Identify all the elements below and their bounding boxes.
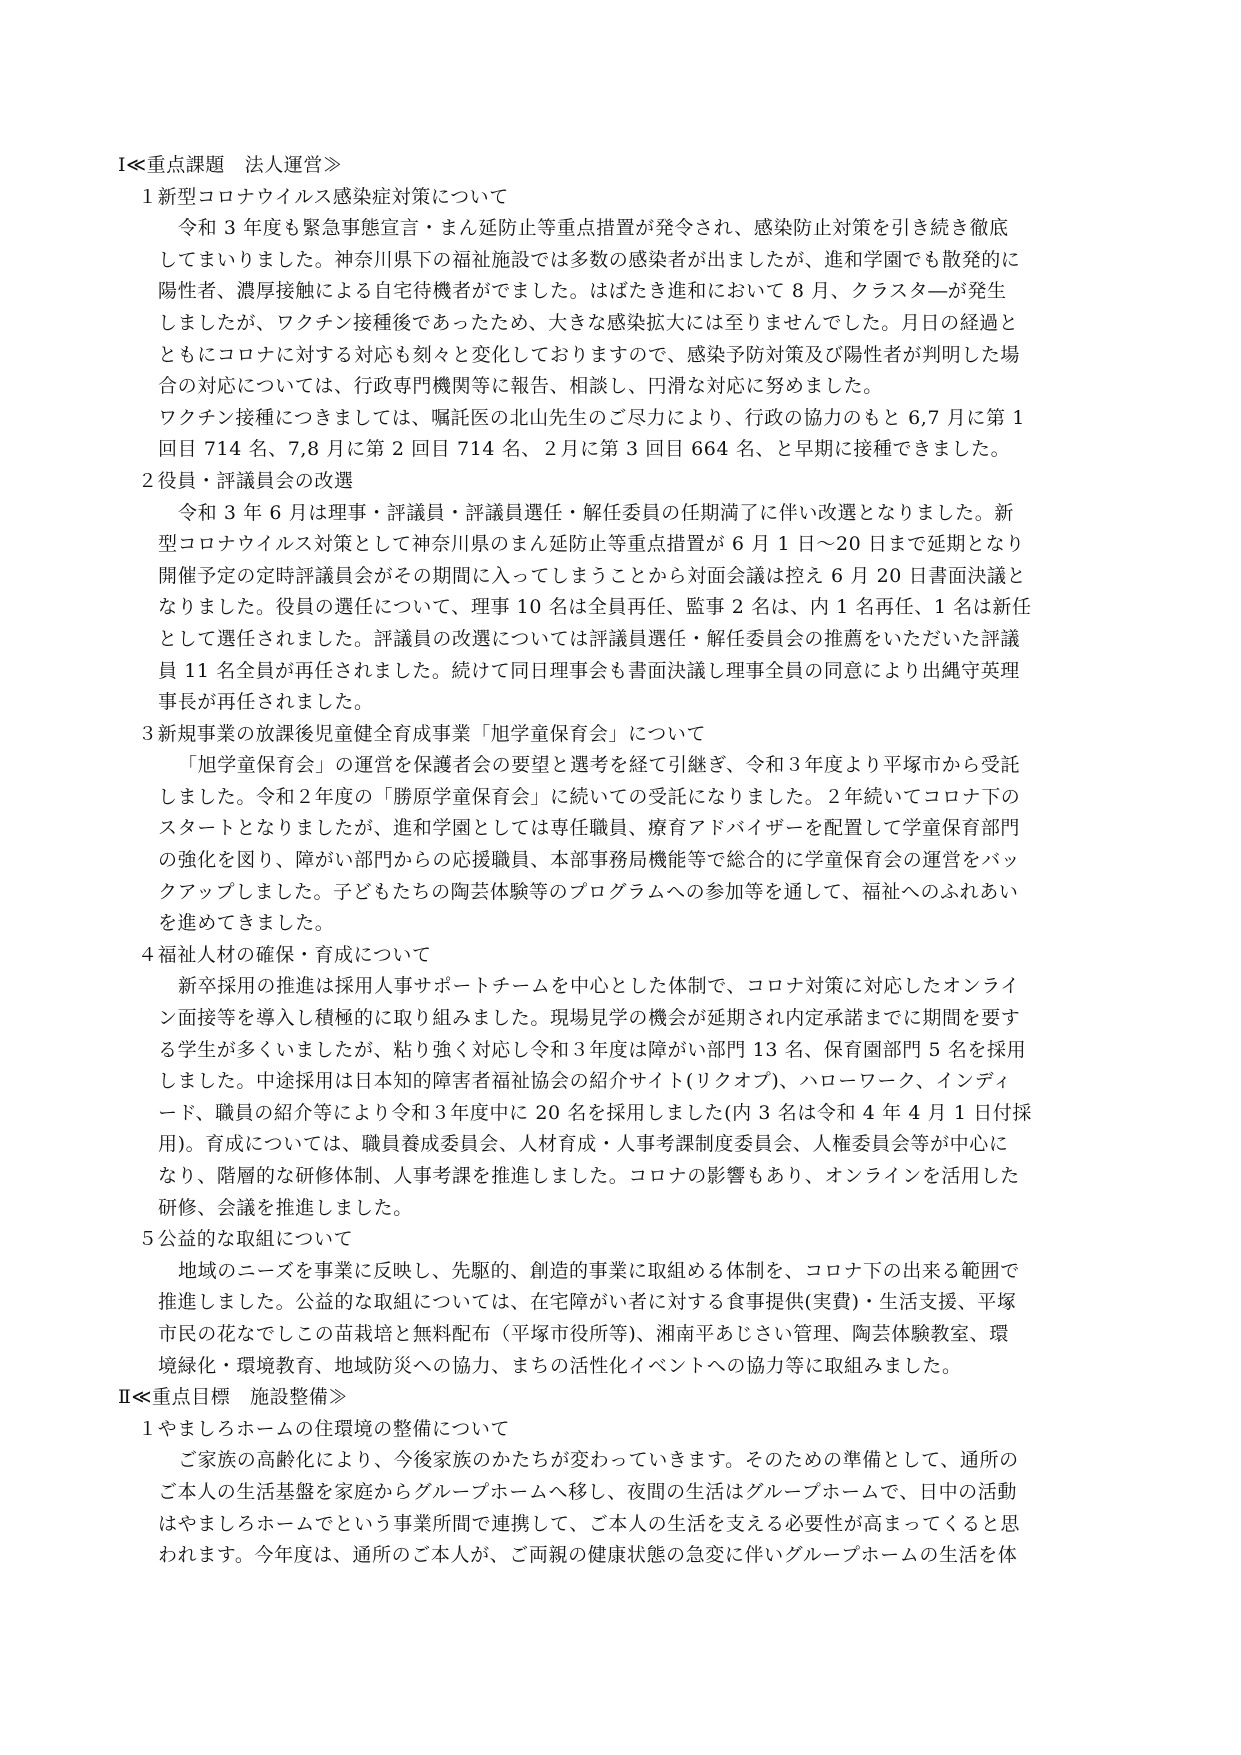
- paragraph-line: る学生が多くいましたが、粘り強く対応し令和３年度は障がい部門 13 名、保育園部門 5 名を採用: [158, 1038, 1027, 1061]
- paragraph-line: ともにコロナに対する対応も刻々と変化しておりますので、感染予防対策及び陽性者が判明した場: [158, 343, 1021, 366]
- paragraph-line: を進めてきました。: [158, 912, 335, 935]
- subsection-heading: ５公益的な取組について: [138, 1228, 354, 1251]
- section-heading: Ⅰ≪重点課題 法人運営≫: [118, 154, 343, 176]
- paragraph-line: ワクチン接種につきましては、嘱託医の北山先生のご尽力により、行政の協力のもと 6,7 月に第 1: [158, 406, 1025, 429]
- paragraph-line: はやましろホームでという事業所間で連携して、ご本人の生活を支える必要性が高まってくると思: [158, 1512, 1021, 1535]
- paragraph-line: として選任されました。評議員の改選については評議員選任・解任委員会の推薦をいただいた評議: [158, 627, 1021, 650]
- subsection-heading: １やましろホームの住環境の整備について: [138, 1417, 511, 1440]
- paragraph-line: 開催予定の定時評議員会がその期間に入ってしまうことから対面会議は控え 6 月 20 日書面決議と: [158, 564, 1027, 587]
- subsection-heading: ２役員・評議員会の改選: [138, 469, 354, 492]
- paragraph-line: 陽性者、濃厚接触による自宅待機者がでました。はばたき進和において 8 月、クラスタ―が発生: [158, 280, 1007, 303]
- paragraph-line: 境緑化・環境教育、地域防災への協力、まちの活性化イベントへの協力等に取組みました。: [158, 1354, 962, 1377]
- paragraph-line: 地域のニーズを事業に反映し、先駆的、創造的事業に取組める体制を、コロナ下の出来る範囲で: [178, 1259, 1020, 1282]
- paragraph-line: の強化を図り、障がい部門からの応援職員、本部事務局機能等で総合的に学童保育会の運営をバッ: [158, 849, 1021, 872]
- paragraph-line: なり、階層的な研修体制、人事考課を推進しました。コロナの影響もあり、オンラインを活用した: [158, 1165, 1020, 1187]
- paragraph-line: 型コロナウイルス対策として神奈川県のまん延防止等重点措置が 6 月 1 日～20 日まで延期となり: [158, 533, 1025, 556]
- paragraph-line: 事長が再任されました。: [158, 691, 374, 714]
- paragraph-line: ン面接等を導入し積極的に取り組みました。現場見学の機会が延期され内定承諾までに期間を要す: [158, 1007, 1021, 1030]
- subsection-heading: ３新規事業の放課後児童健全育成事業「旭学童保育会」について: [138, 722, 707, 745]
- paragraph-line: なりました。役員の選任について、理事 10 名は全員再任、監事 2 名は、内 1 名再任、1 名は新任: [158, 596, 1032, 619]
- paragraph-line: しましたが、ワクチン接種後であったため、大きな感染拡大には至りませんでした。月日の経過と: [158, 311, 1019, 334]
- paragraph-line: 新卒採用の推進は採用人事サポートチームを中心とした体制で、コロナ対策に対応したオンライ: [178, 975, 1020, 998]
- paragraph-line: 研修、会議を推進しました。: [158, 1196, 413, 1219]
- paragraph-line: 推進しました。公益的な取組については、在宅障がい者に対する食事提供(実費)・生活支援、平塚: [158, 1291, 1017, 1314]
- paragraph-line: 合の対応については、行政専門機関等に報告、相談し、円滑な対応に努めました。: [158, 375, 883, 398]
- paragraph-line: 令和 3 年度も緊急事態宣言・まん延防止等重点措置が発令され、感染防止対策を引き続き徹底: [178, 217, 1009, 240]
- paragraph-line: 「旭学童保育会」の運営を保護者会の要望と選考を経て引継ぎ、令和３年度より平塚市から受託: [178, 754, 1021, 777]
- paragraph-line: ード、職員の紹介等により令和３年度中に 20 名を採用しました(内 3 名は令和 4 年 4 月 1 日付採: [158, 1101, 1033, 1124]
- subsection-heading: ４福祉人材の確保・育成について: [138, 943, 432, 966]
- paragraph-line: 用)。育成については、職員養成委員会、人材育成・人事考課制度委員会、人権委員会等が中心に: [158, 1133, 1009, 1156]
- paragraph-line: スタートとなりましたが、進和学園としては専任職員、療育アドバイザーを配置して学童保育部門: [158, 817, 1021, 840]
- paragraph-line: 市民の花なでしこの苗栽培と無料配布（平塚市役所等)、湘南平あじさい管理、陶芸体験教室、環: [158, 1322, 1009, 1345]
- section-heading: Ⅱ≪重点目標 施設整備≫: [118, 1386, 349, 1409]
- paragraph-line: 員 11 名全員が再任されました。続けて同日理事会も書面決議し理事全員の同意により出縄守英理: [158, 659, 1020, 682]
- paragraph-line: ご本人の生活基盤を家庭からグループホームへ移し、夜間の生活はグループホームで、日中の活動: [158, 1480, 1017, 1503]
- paragraph-line: しました。令和２年度の「勝原学童保育会」に続いての受託になりました。２年続いてコロナ下の: [158, 785, 1021, 808]
- paragraph-line: 回目 714 名、7,8 月に第 2 回目 714 名、２月に第 3 回目 664 名、と早期に接種できました。: [158, 438, 1011, 461]
- paragraph-line: われます。今年度は、通所のご本人が、ご両親の健康状態の急変に伴いグループホームの生活を体: [158, 1544, 1018, 1567]
- paragraph-line: しました。中途採用は日本知的障害者福祉協会の紹介サイト(リクオプ)、ハローワーク、インディ: [158, 1070, 1013, 1093]
- document-body: [110, 150, 1120, 1572]
- paragraph-line: 令和 3 年 6 月は理事・評議員・評議員選任・解任委員の任期満了に伴い改選となりました。新: [178, 501, 1014, 524]
- subsection-heading: １新型コロナウイルス感染症対策について: [138, 185, 509, 208]
- paragraph-line: クアップしました。子どもたちの陶芸体験等のプログラムへの参加等を通して、福祉へのふれあい: [158, 880, 1019, 903]
- paragraph-line: してまいりました。神奈川県下の福祉施設では多数の感染者が出ましたが、進和学園でも散発的に: [158, 248, 1021, 271]
- paragraph-line: ご家族の高齢化により、今後家族のかたちが変わっていきます。そのための準備として、通所の: [178, 1449, 1019, 1472]
